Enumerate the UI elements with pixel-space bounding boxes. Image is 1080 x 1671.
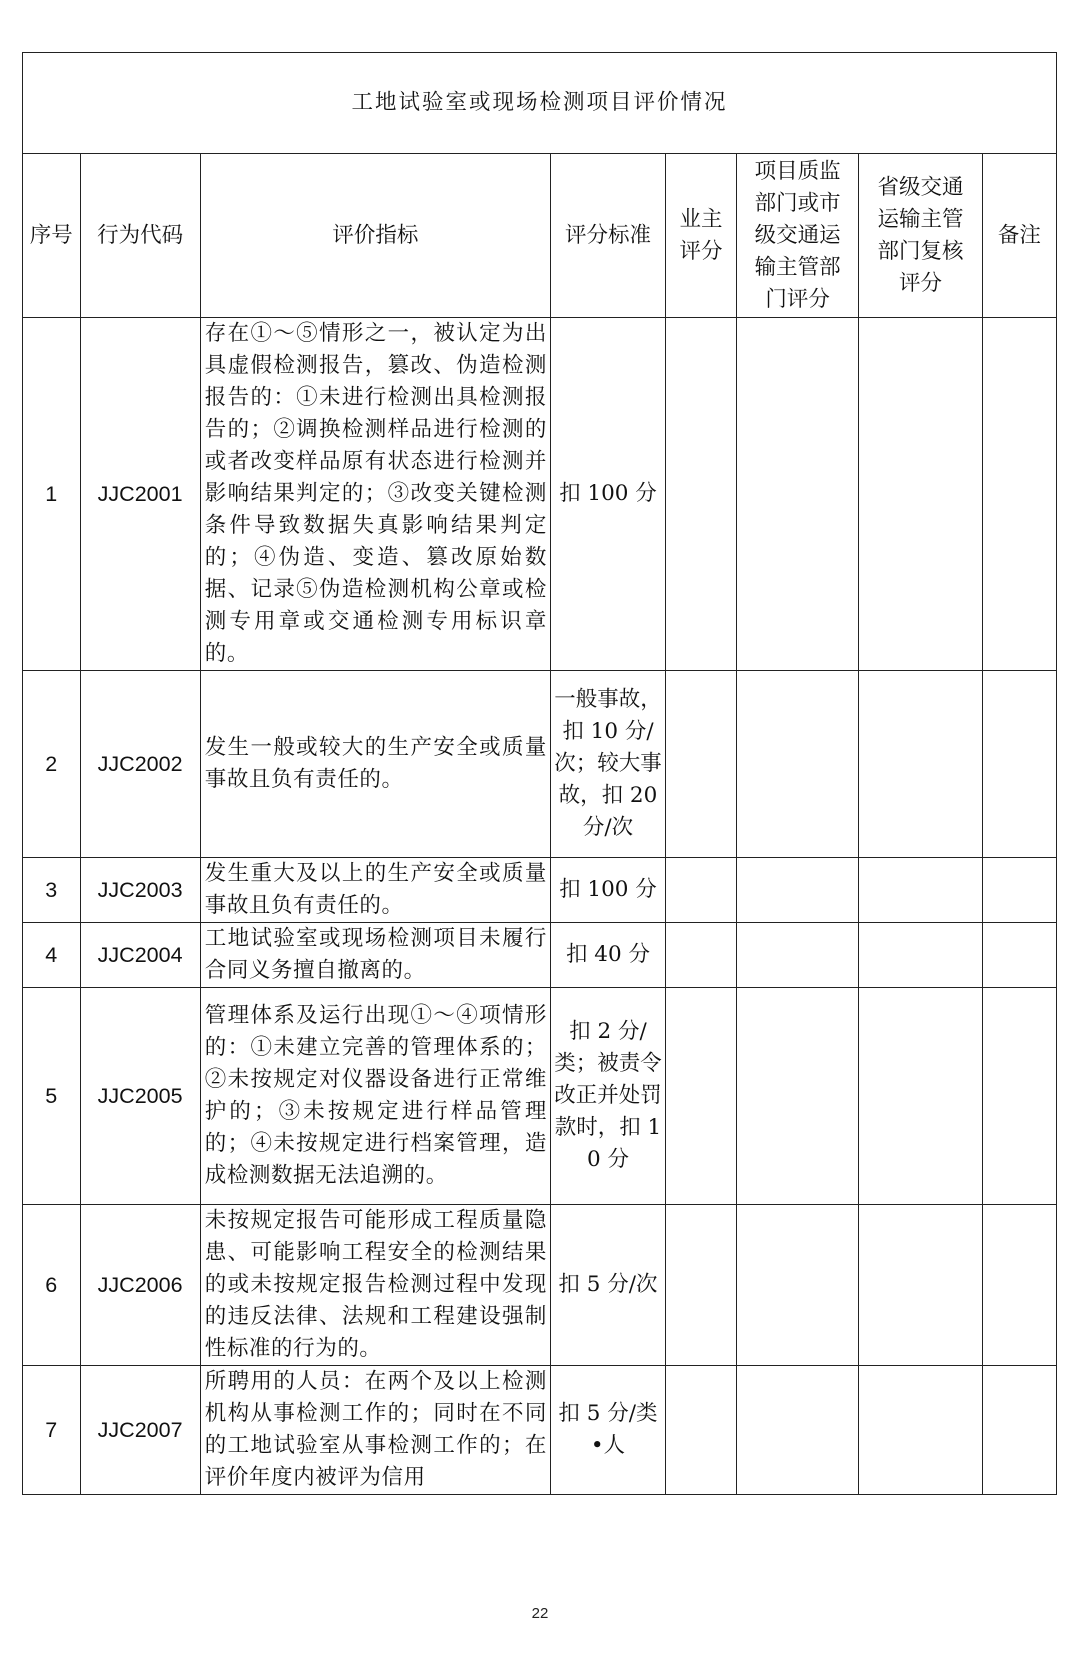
dept-score-cell xyxy=(737,988,859,1205)
remark-cell xyxy=(982,923,1056,988)
page-number: 22 xyxy=(531,1605,549,1622)
dept-score-cell xyxy=(737,923,859,988)
table-row xyxy=(23,988,1057,1205)
province-score-cell xyxy=(859,1366,982,1495)
row-number: 4 xyxy=(23,923,81,988)
header-indicator-text: 评价指标 xyxy=(332,222,419,248)
dept-score-cell xyxy=(737,318,859,671)
behavior-code: JJC2006 xyxy=(80,1205,200,1366)
header-owner xyxy=(665,154,736,318)
province-score-cell xyxy=(859,858,982,923)
header-remark-text: 备注 xyxy=(997,222,1041,248)
evaluation-indicator: 存在①～⑤情形之一，被认定为出具虚假检测报告，篡改、伪造检测报告的：①未进行检测出具检测报告的；②调换检测样品进行检测的或者改变样品原有状态进行检测并影响结果判定的；③改变关键检测条件导致数据失真影响结果判定的；④伪造、变造、篡改原始数据、记录⑤伪造检测机构公章或检测专用章或交通检测专用标识章的。 xyxy=(200,318,550,671)
owner-score-cell xyxy=(665,858,736,923)
header-row xyxy=(23,154,1057,318)
behavior-code: JJC2005 xyxy=(80,988,200,1205)
owner-score-cell xyxy=(665,671,736,858)
scoring-standard: 一般事故，扣 10 分/次；较大事故，扣 20 分/次 xyxy=(550,671,665,858)
remark-cell xyxy=(982,1205,1056,1366)
owner-score-cell xyxy=(665,988,736,1205)
header-dept-text: 项目质监部门或市级交通运输主管部门评分 xyxy=(754,158,841,312)
evaluation-indicator: 未按规定报告可能形成工程质量隐患、可能影响工程安全的检测结果的或未按规定报告检测过程中发现的违反法律、法规和工程建设强制性标准的行为的。 xyxy=(200,1205,550,1366)
table-row xyxy=(23,1205,1057,1366)
header-province-text: 省级交通运输主管部门复核评分 xyxy=(877,174,964,296)
evaluation-indicator: 发生重大及以上的生产安全或质量事故且负有责任的。 xyxy=(200,858,550,923)
owner-score-cell xyxy=(665,923,736,988)
evaluation-indicator: 工地试验室或现场检测项目未履行合同义务擅自撤离的。 xyxy=(200,923,550,988)
remark-cell xyxy=(982,1366,1056,1495)
table-row xyxy=(23,923,1057,988)
table-row xyxy=(23,858,1057,923)
table-row xyxy=(23,671,1057,858)
behavior-code: JJC2002 xyxy=(80,671,200,858)
row-number: 1 xyxy=(23,318,81,671)
dept-score-cell xyxy=(737,1366,859,1495)
header-code-text: 行为代码 xyxy=(97,222,184,248)
header-indicator xyxy=(200,154,550,318)
header-standard xyxy=(550,154,665,318)
remark-cell xyxy=(982,671,1056,858)
header-owner-text: 业主评分 xyxy=(679,206,723,264)
province-score-cell xyxy=(859,318,982,671)
province-score-cell xyxy=(859,923,982,988)
behavior-code: JJC2007 xyxy=(80,1366,200,1495)
header-province xyxy=(859,154,982,318)
behavior-code: JJC2004 xyxy=(80,923,200,988)
province-score-cell xyxy=(859,988,982,1205)
owner-score-cell xyxy=(665,1366,736,1495)
row-number: 7 xyxy=(23,1366,81,1495)
header-standard-text: 评分标准 xyxy=(564,222,651,248)
row-number: 5 xyxy=(23,988,81,1205)
row-number: 3 xyxy=(23,858,81,923)
header-no-text: 序号 xyxy=(29,222,73,248)
evaluation-indicator: 所聘用的人员：在两个及以上检测机构从事检测工作的；同时在不同的工地试验室从事检测工作的；在评价年度内被评为信用 xyxy=(200,1366,550,1495)
header-dept xyxy=(737,154,859,318)
scoring-standard: 扣 2 分/类；被责令改正并处罚款时，扣 10 分 xyxy=(550,988,665,1205)
dept-score-cell xyxy=(737,858,859,923)
scoring-standard: 扣 100 分 xyxy=(550,318,665,671)
table-row xyxy=(23,1366,1057,1495)
scoring-standard: 扣 100 分 xyxy=(550,858,665,923)
remark-cell xyxy=(982,318,1056,671)
evaluation-table xyxy=(22,52,1057,1495)
behavior-code: JJC2003 xyxy=(80,858,200,923)
scoring-standard: 扣 5 分/次 xyxy=(550,1205,665,1366)
dept-score-cell xyxy=(737,671,859,858)
owner-score-cell xyxy=(665,318,736,671)
remark-cell xyxy=(982,858,1056,923)
table-title: 工地试验室或现场检测项目评价情况 xyxy=(23,53,1057,154)
header-remark xyxy=(982,154,1056,318)
row-number: 2 xyxy=(23,671,81,858)
header-code xyxy=(80,154,200,318)
remark-cell xyxy=(982,988,1056,1205)
owner-score-cell xyxy=(665,1205,736,1366)
behavior-code: JJC2001 xyxy=(80,318,200,671)
province-score-cell xyxy=(859,1205,982,1366)
province-score-cell xyxy=(859,671,982,858)
evaluation-indicator: 管理体系及运行出现①～④项情形的：①未建立完善的管理体系的；②未按规定对仪器设备进行正常维护的；③未按规定进行样品管理的；④未按规定进行档案管理，造成检测数据无法追溯的。 xyxy=(200,988,550,1205)
table-row xyxy=(23,318,1057,671)
row-number: 6 xyxy=(23,1205,81,1366)
scoring-standard: 扣 40 分 xyxy=(550,923,665,988)
dept-score-cell xyxy=(737,1205,859,1366)
header-no xyxy=(23,154,81,318)
scoring-standard: 扣 5 分/类•人 xyxy=(550,1366,665,1495)
evaluation-indicator: 发生一般或较大的生产安全或质量事故且负有责任的。 xyxy=(200,671,550,858)
